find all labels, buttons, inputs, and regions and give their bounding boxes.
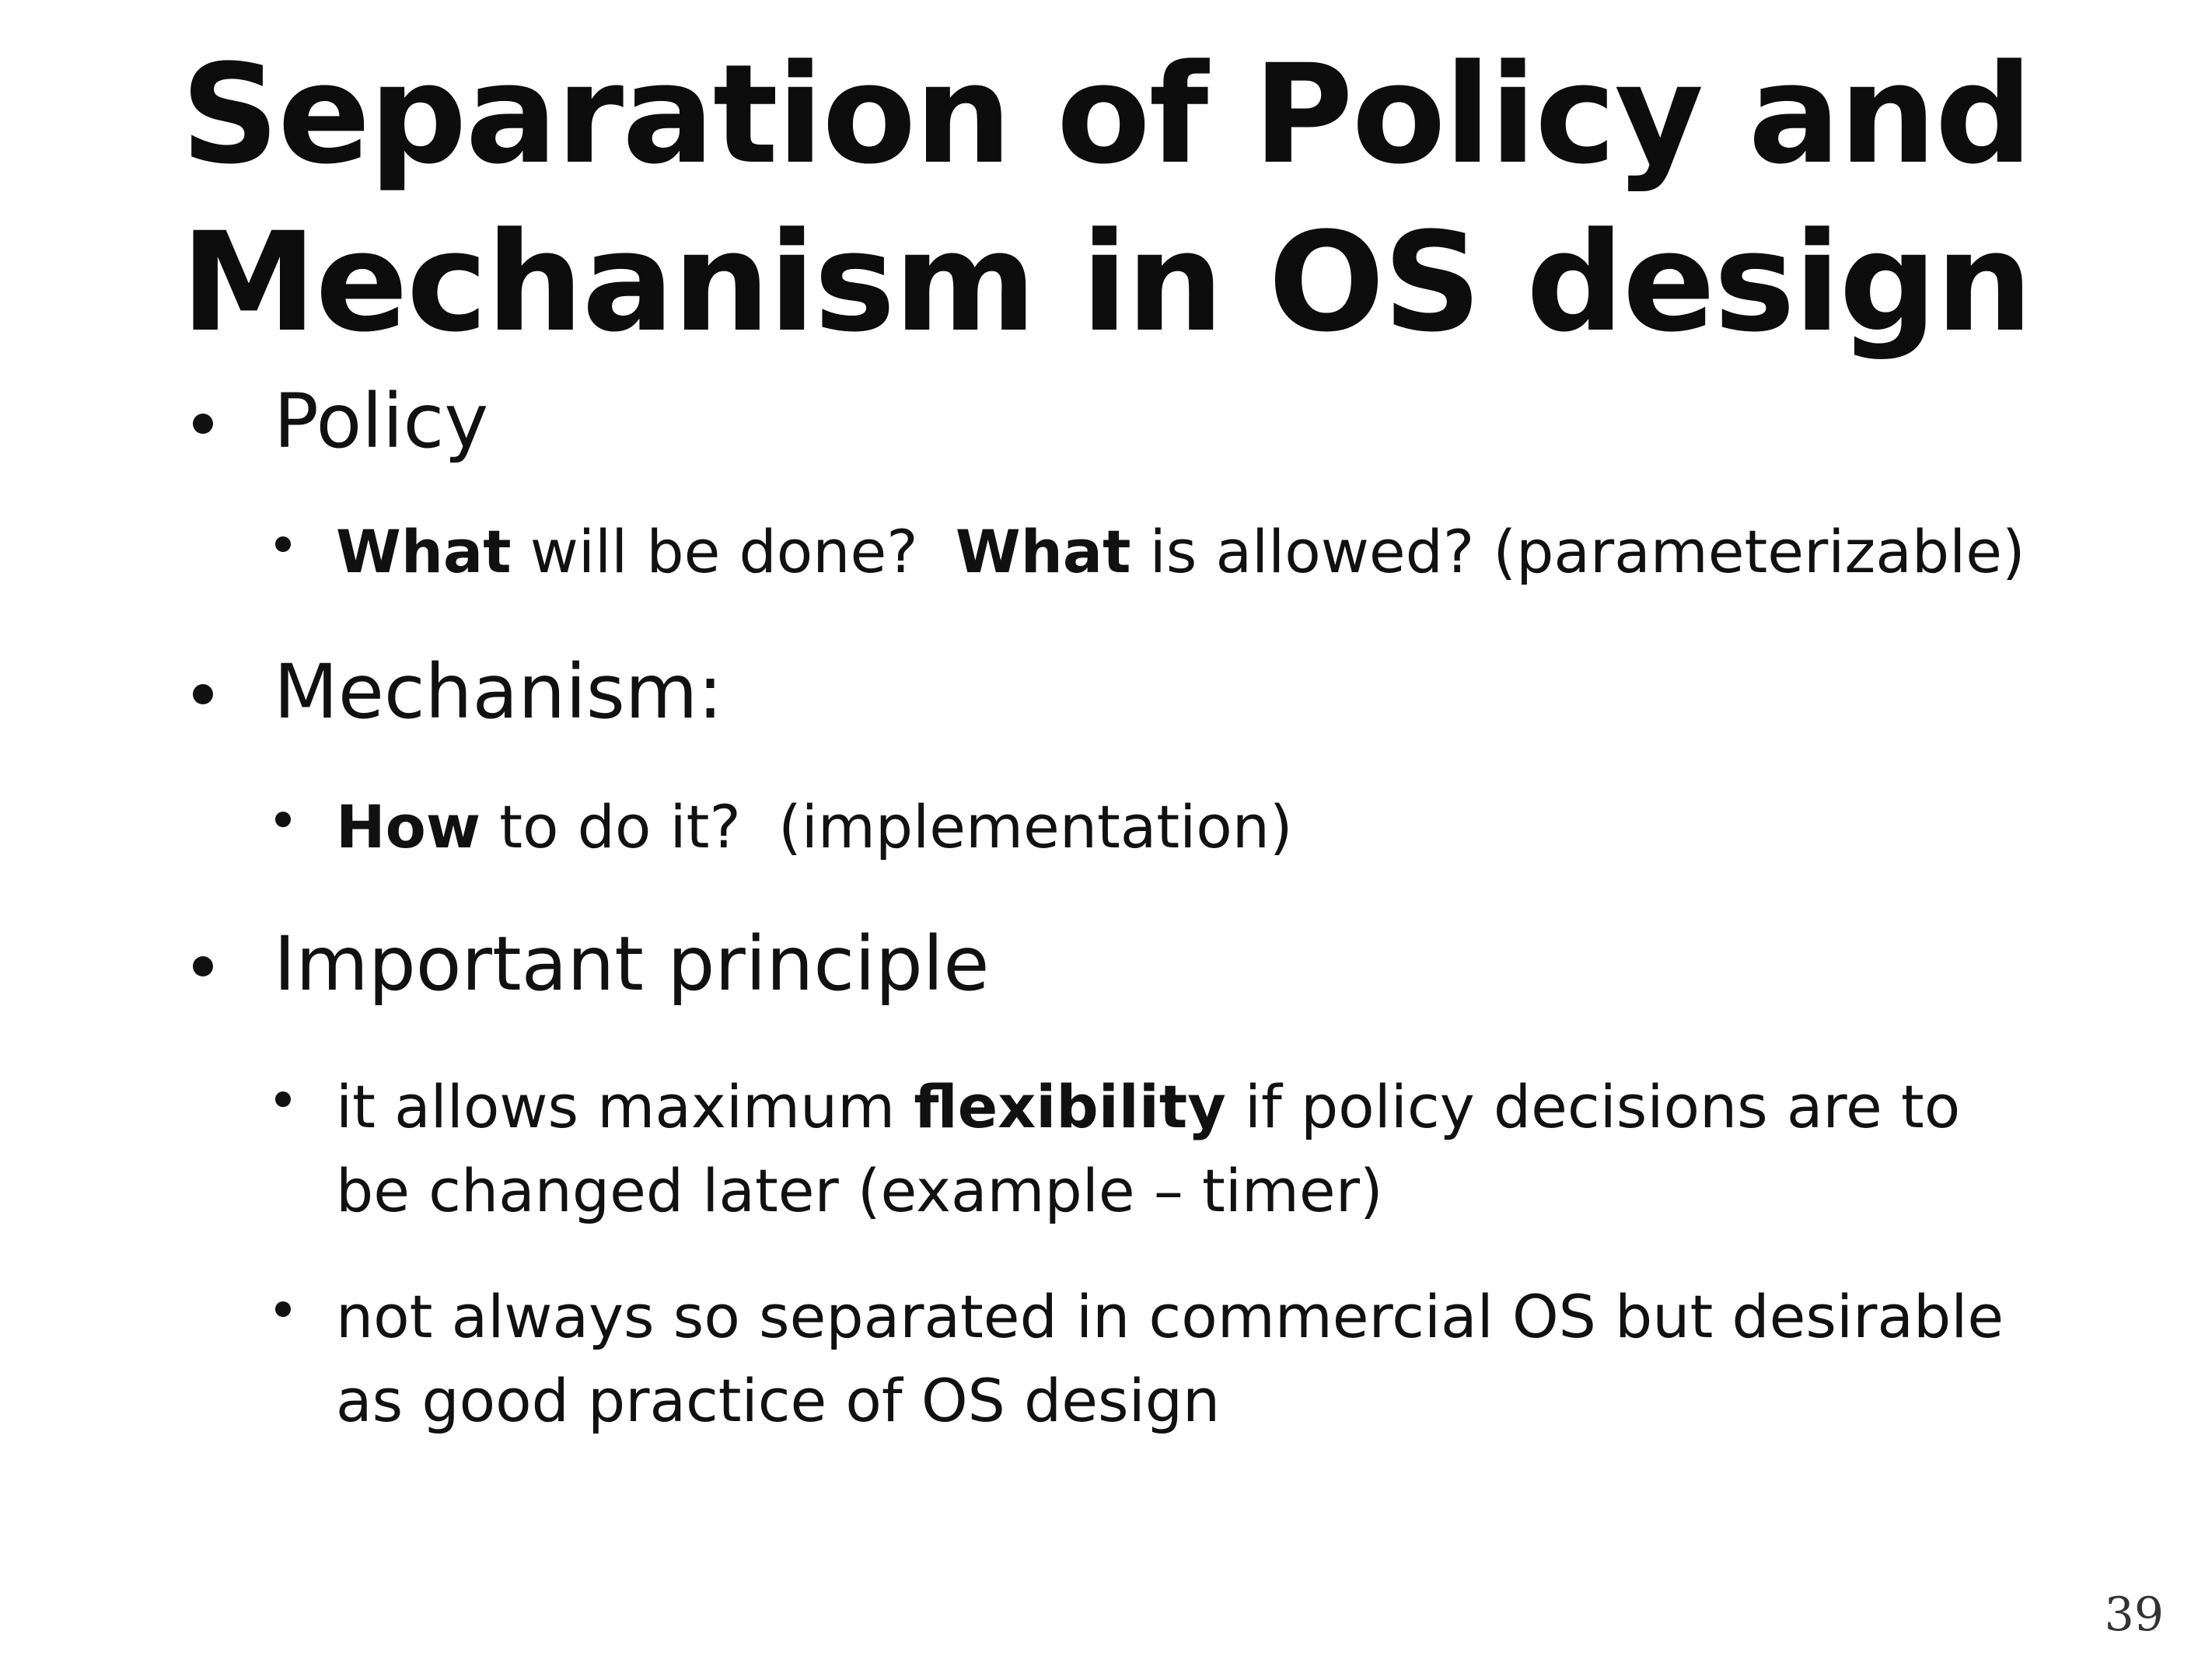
bullet-dot — [275, 536, 291, 552]
bold-term: What — [955, 517, 1131, 586]
bullet-important-principle — [274, 917, 989, 1011]
sub-bullet-text — [336, 517, 2025, 586]
bullet-dot — [275, 1091, 291, 1107]
bold-term: flexibility — [914, 1072, 1226, 1141]
bullet-policy — [274, 375, 488, 468]
sub-bullet-mechanism-how — [336, 785, 1293, 869]
text-segment: to do it? (implementation) — [480, 792, 1293, 861]
text-segment: will be done? — [511, 517, 956, 586]
slide-title — [0, 31, 2212, 367]
bullet-dot — [193, 414, 213, 434]
sub-bullet-text — [336, 792, 1293, 861]
sub-bullet-text — [336, 1072, 1960, 1141]
sub-bullet-flexibility — [336, 1065, 1960, 1149]
sub-bullet-text: be changed later (example – timer) — [336, 1156, 1383, 1225]
bullet-dot — [193, 684, 213, 704]
bullet-mechanism — [274, 645, 723, 739]
bold-term: How — [336, 792, 481, 861]
bullet-dot — [275, 1301, 291, 1317]
bullet-dot — [275, 812, 291, 827]
bold-term: What — [336, 517, 512, 586]
bullet-label: Mechanism: — [274, 648, 723, 735]
sub-bullet-commercial-os — [336, 1275, 2004, 1359]
bullet-dot — [193, 956, 213, 976]
bullet-label: Important principle — [274, 920, 990, 1008]
text-segment: it allows maximum — [336, 1072, 914, 1141]
sub-bullet-flexibility-continued — [336, 1149, 1383, 1233]
text-segment: is allowed? (parameterizable) — [1130, 517, 2025, 586]
sub-bullet-commercial-os-continued — [336, 1359, 1220, 1443]
sub-bullet-text: not always so separated in commercial OS but desirable — [336, 1282, 2004, 1351]
page-number: 39 — [2104, 1587, 2164, 1642]
sub-bullet-text: as good practice of OS design — [336, 1366, 1221, 1435]
title-line-2: Mechanism in OS design — [180, 203, 2032, 362]
bullet-label: Policy — [274, 378, 489, 465]
title-line-1: Separation of Policy and — [180, 35, 2032, 194]
text-segment: if policy decisions are to — [1225, 1072, 1961, 1141]
sub-bullet-policy-what — [336, 510, 2025, 594]
